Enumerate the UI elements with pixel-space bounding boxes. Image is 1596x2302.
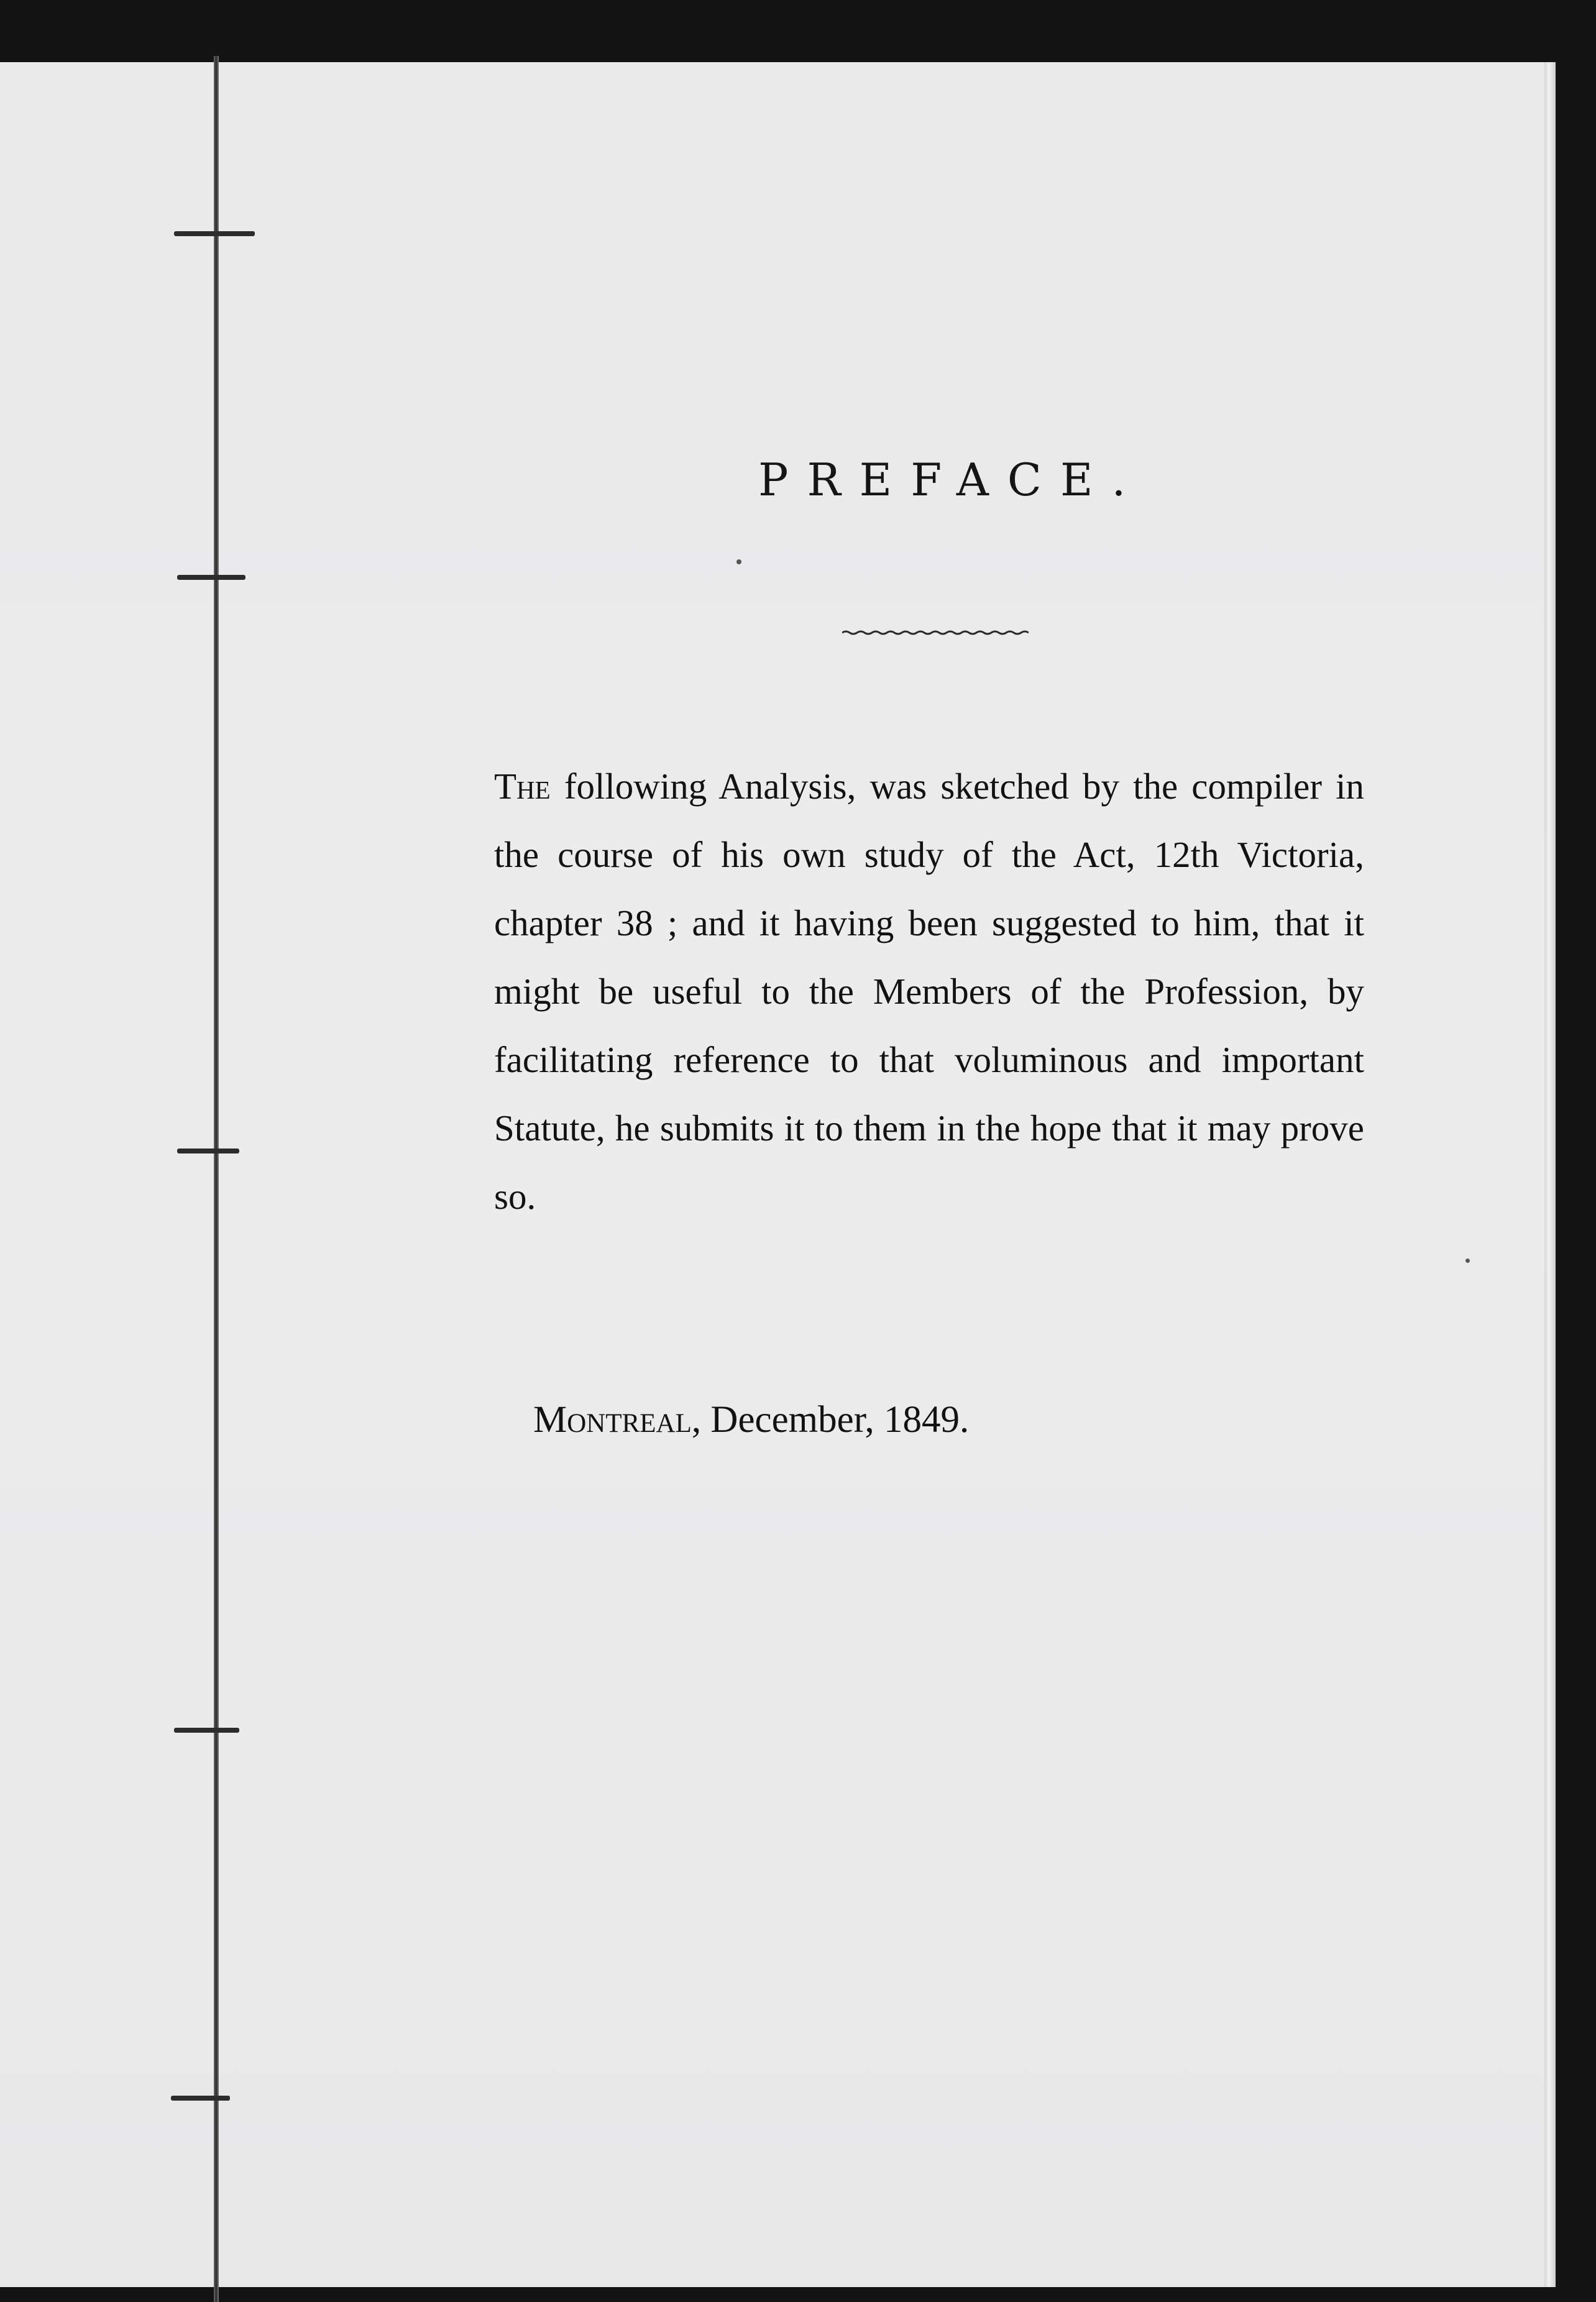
preface-body-text: following Analysis, was sketched by the compiler in the course of his own study of the Act, 12th Victoria, chapter 38 ; and it having been suggested to him, that it might be useful to the Members of the Profession, by facilitating reference to that voluminous and important Statute, he submits it to them in the hope that it may prove so. <box>494 766 1364 1217</box>
binding-stitch <box>177 575 245 580</box>
preface-signoff <box>533 1398 969 1442</box>
page-edge <box>1544 62 1556 2287</box>
preface-heading: PREFACE. <box>758 454 1145 506</box>
binding-spine <box>214 56 219 2302</box>
signoff-place: Montreal, <box>533 1399 702 1441</box>
binding-stitch <box>174 231 255 236</box>
preface-body <box>494 752 1364 1231</box>
ink-speck <box>736 559 741 564</box>
binding-stitch <box>171 2096 230 2101</box>
binding-stitch <box>177 1149 239 1153</box>
preface-lead-word: The <box>494 766 551 807</box>
ink-speck <box>1465 1259 1470 1263</box>
decorative-rule <box>842 630 1029 634</box>
signoff-date: December, 1849. <box>701 1399 970 1441</box>
binding-stitch <box>174 1728 239 1733</box>
